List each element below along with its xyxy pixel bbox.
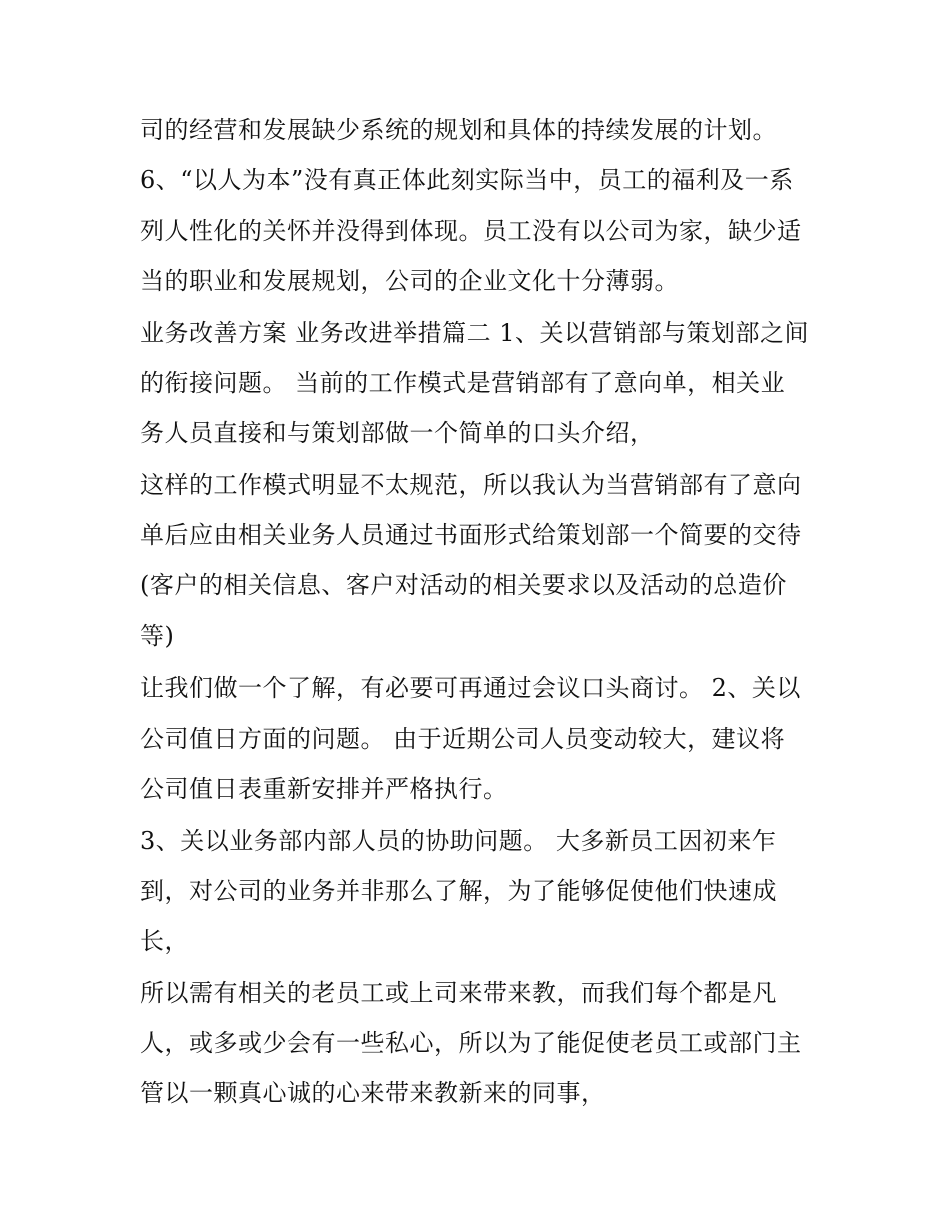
text-line: 让我们做一个了解，有必要可再通过会议口头商讨。 2、关以 bbox=[140, 674, 801, 702]
text-line: 业务改善方案 业务改进举措篇二 1、关以营销部与策划部之间 bbox=[140, 319, 810, 347]
text-line: 等) bbox=[140, 622, 175, 650]
text-line: 6、“以人为本”没有真正体此刻实际当中，员工的福利及一系 bbox=[140, 166, 794, 194]
text-line: 列人性化的关怀并没得到体现。员工没有以公司为家，缺少适 bbox=[140, 217, 802, 245]
text-line: 到，对公司的业务并非那么了解，为了能够促使他们快速成 bbox=[140, 877, 777, 905]
text-line: 长， bbox=[140, 927, 189, 955]
text-line: 3、关以业务部内部人员的协助问题。 大多新员工因初来乍 bbox=[140, 827, 777, 855]
text-line: 的衔接问题。 当前的工作模式是营销部有了意向单，相关业 bbox=[140, 369, 786, 397]
text-line: 公司值日方面的问题。 由于近期公司人员变动较大，建议将 bbox=[140, 725, 786, 753]
text-line: 这样的工作模式明显不太规范，所以我认为当营销部有了意向 bbox=[140, 471, 802, 499]
text-line: 单后应由相关业务人员通过书面形式给策划部一个简要的交待 bbox=[140, 521, 802, 549]
text-line: 务人员直接和与策划部做一个简单的口头介绍， bbox=[140, 419, 655, 447]
text-line: 当的职业和发展规划，公司的企业文化十分薄弱。 bbox=[140, 267, 679, 295]
text-line: 公司值日表重新安排并严格执行。 bbox=[140, 775, 508, 803]
text-line: (客户的相关信息、客户对活动的相关要求以及活动的总造价 bbox=[140, 571, 787, 599]
text-line: 人，或多或少会有一些私心，所以为了能促使老员工或部门主 bbox=[140, 1029, 802, 1057]
text-line: 司的经营和发展缺少系统的规划和具体的持续发展的计划。 bbox=[140, 116, 777, 144]
text-line: 管以一颗真心诚的心来带来教新来的同事， bbox=[140, 1079, 606, 1107]
text-line: 所以需有相关的老员工或上司来带来教，而我们每个都是凡 bbox=[140, 979, 777, 1007]
